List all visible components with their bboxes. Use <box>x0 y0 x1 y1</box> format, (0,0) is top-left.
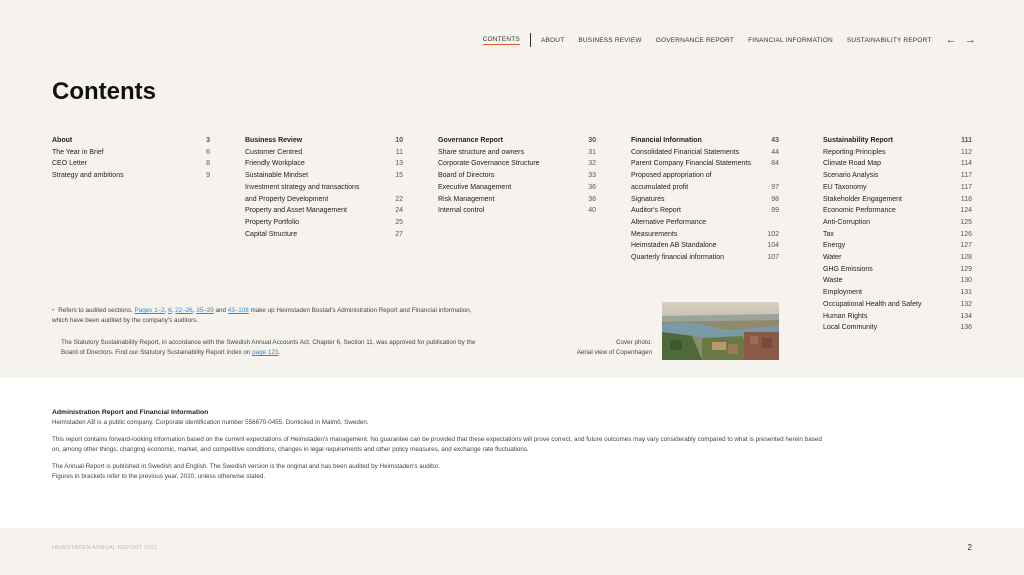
orange-bullet-icon: • <box>52 307 55 314</box>
toc-entry-label: Investment strategy and transactions <box>245 183 360 191</box>
admin-company-info: Heimstaden AB is a public company. Corporate identification number 556670-0455. Domiciled in Malmö, Sweden. <box>52 418 369 426</box>
footer-report-name: HEIMSTADEN ANNUAL REPORT 2021 <box>52 545 158 551</box>
toc-entry-page: 126 <box>960 230 972 238</box>
page-number: 2 <box>967 543 972 552</box>
toc-entry[interactable] <box>245 147 403 159</box>
toc-entry-label: Internal control <box>438 207 485 215</box>
toc-entry[interactable] <box>631 252 779 264</box>
next-page-arrow-icon[interactable]: → <box>964 33 976 46</box>
toc-entry[interactable] <box>823 240 972 252</box>
toc-entry-label: CEO Letter <box>52 160 88 168</box>
toc-entry-page: 99 <box>771 207 779 215</box>
toc-entry-page: 8 <box>206 160 210 168</box>
cover-photo-caption: Cover photo: Aerial view of Copenhagen <box>576 339 652 356</box>
toc-column-about <box>52 135 210 182</box>
toc-entry[interactable] <box>438 147 596 159</box>
toc-entry[interactable] <box>823 264 972 276</box>
toc-entry-page: 31 <box>588 148 596 156</box>
pages-link[interactable]: Pages 1–2 <box>134 307 165 314</box>
toc-entry[interactable] <box>631 205 779 217</box>
toc-entry[interactable] <box>823 287 972 299</box>
toc-entry-page: 43 <box>771 137 779 144</box>
toc-entry-page: 6 <box>206 148 210 156</box>
admin-forward-looking: This report contains forward-looking information based on the current expectations of Heimstaden's management. No guarantee can be provided that these expectations will prove correct, and future outcomes may vary considerably compared to what is presented herein based on, among other things, changing economic, market, and competitive conditions, changes in legal requirements and other policy measures, and exchange rate fluctuations. <box>52 436 822 453</box>
toc-entry-label: Friendly Workplace <box>245 160 305 168</box>
toc-entry-label: Parent Company Financial Statements <box>631 160 751 168</box>
toc-entry-page: 111 <box>961 137 972 144</box>
toc-entry[interactable] <box>631 170 779 182</box>
toc-entry-page: 24 <box>395 207 403 215</box>
toc-entry-page: 131 <box>960 289 972 297</box>
toc-entry[interactable] <box>438 182 596 194</box>
toc-entry-page: 129 <box>960 265 972 273</box>
toc-entry-page: 125 <box>960 218 972 226</box>
toc-entry-page: 10 <box>395 137 403 144</box>
toc-entry-page: 3 <box>206 137 210 144</box>
toc-entry-label: Consolidated Financial Statements <box>631 148 740 156</box>
toc-entry-page: 27 <box>395 230 403 238</box>
toc-entry-label: Auditor's Report <box>631 207 681 215</box>
toc-entry-label: Employment <box>823 289 862 297</box>
toc-column-sustainability-report <box>823 135 972 334</box>
toc-entry-label: Signatures <box>631 195 665 203</box>
toc-entry[interactable] <box>631 240 779 252</box>
toc-entry-page: 104 <box>767 242 779 250</box>
toc-entry-label: Sustainability Report <box>823 137 894 144</box>
nav-financial-information[interactable]: FINANCIAL INFORMATION <box>748 36 833 44</box>
toc-entry-label: Economic Performance <box>823 207 896 215</box>
toc-entry-page: 136 <box>960 324 972 332</box>
toc-entry-label: Heimstaden AB Standalone <box>631 242 717 250</box>
pages-link[interactable]: 35–39 <box>196 307 214 314</box>
toc-entry-page: 132 <box>960 300 972 308</box>
toc-entry[interactable] <box>823 217 972 229</box>
toc-entry-label: Property and Asset Management <box>245 207 347 215</box>
toc-entry-page: 32 <box>588 160 596 168</box>
pages-link[interactable]: 6 <box>168 307 172 314</box>
toc-entry[interactable] <box>438 205 596 217</box>
toc-entry-page: 25 <box>395 218 403 226</box>
toc-entry-label: Governance Report <box>438 137 503 144</box>
toc-entry[interactable] <box>631 217 779 229</box>
toc-entry[interactable] <box>245 182 403 194</box>
toc-entry-label: Risk Management <box>438 195 495 203</box>
toc-entry[interactable] <box>438 170 596 182</box>
toc-entry-page: 36 <box>588 183 596 191</box>
toc-entry-label: Financial Information <box>631 137 702 144</box>
sustainability-note: The Statutory Sustainability Report, in accordance with the Swedish Annual Accounts Act, Chapter 6, Section 11, was approved for publication by the Board of Directors. Find our Statutory Sustainability Report index on page 123. <box>61 339 476 356</box>
toc-section-heading[interactable] <box>245 135 403 147</box>
toc-entry-label: GHG Emissions <box>823 265 873 273</box>
toc-entry-label: Alternative Performance <box>631 218 707 226</box>
admin-title: Administration Report and Financial Information <box>52 409 209 416</box>
nav-governance-report[interactable]: GOVERNANCE REPORT <box>655 36 735 44</box>
toc-entry-page: 33 <box>588 172 596 180</box>
toc-entry-page: 114 <box>960 160 972 168</box>
toc-section-heading[interactable] <box>438 135 596 147</box>
toc-entry-label: Business Review <box>245 137 303 144</box>
toc-entry[interactable] <box>823 311 972 323</box>
page-123-link[interactable]: page 123 <box>252 349 279 356</box>
toc-entry-page: 117 <box>960 183 972 191</box>
toc-entry-label: EU Taxonomy <box>823 183 867 191</box>
toc-entry-page: 118 <box>960 195 972 203</box>
toc-entry[interactable] <box>823 182 972 194</box>
toc-section-heading[interactable] <box>52 135 210 147</box>
toc-entry-label: Proposed appropriation of <box>631 172 712 180</box>
toc-entry-page: 11 <box>395 148 403 156</box>
toc-entry[interactable] <box>823 205 972 217</box>
toc-column-financial-information <box>631 135 779 264</box>
toc-entry[interactable] <box>245 170 403 182</box>
toc-entry[interactable] <box>631 229 779 241</box>
toc-entry[interactable] <box>245 205 403 217</box>
pages-link[interactable]: 22–26 <box>175 307 193 314</box>
toc-entry-page: 117 <box>960 172 972 180</box>
administration-report-block <box>52 408 832 489</box>
nav-sustainability-report[interactable]: SUSTAINABILITY REPORT <box>846 36 932 44</box>
nav-about[interactable]: ABOUT <box>540 36 565 44</box>
toc-entry-page: 40 <box>588 207 596 215</box>
toc-entry[interactable] <box>823 229 972 241</box>
top-navigation <box>483 33 976 47</box>
toc-entry-page: 98 <box>771 195 779 203</box>
footer-section <box>0 528 1024 575</box>
toc-entry[interactable] <box>823 158 972 170</box>
toc-section-heading[interactable] <box>631 135 779 147</box>
toc-section-heading[interactable] <box>823 135 972 147</box>
toc-entry-label: Corporate Governance Structure <box>438 160 540 168</box>
toc-entry-page: 134 <box>960 312 972 320</box>
toc-entry-page: 124 <box>960 207 972 215</box>
toc-entry[interactable] <box>823 147 972 159</box>
toc-entry-page: 130 <box>960 277 972 285</box>
toc-entry-page: 44 <box>771 148 779 156</box>
toc-entry[interactable] <box>823 170 972 182</box>
toc-entry-label: Strategy and ambitions <box>52 172 124 180</box>
toc-entry-page: 15 <box>395 172 403 180</box>
toc-entry-label: accumulated profit <box>631 183 689 191</box>
toc-entry-label: Stakeholder Engagement <box>823 195 902 203</box>
nav-divider <box>530 33 531 47</box>
prev-page-arrow-icon[interactable]: ← <box>945 33 957 46</box>
toc-entry[interactable] <box>823 252 972 264</box>
toc-entry-label: Executive Management <box>438 183 512 191</box>
toc-entry-label: and Property Development <box>245 195 329 203</box>
toc-entry-page: 102 <box>767 230 779 238</box>
toc-column-business-review <box>245 135 403 240</box>
toc-entry-label: Reporting Principles <box>823 148 886 156</box>
page-title: Contents <box>52 78 156 105</box>
toc-entry[interactable] <box>438 158 596 170</box>
toc-entry-label: Local Community <box>823 324 878 332</box>
toc-entry[interactable] <box>631 182 779 194</box>
toc-entry[interactable] <box>52 158 210 170</box>
toc-entry[interactable] <box>823 194 972 206</box>
toc-entry-label: Tax <box>823 230 834 238</box>
toc-entry-page: 107 <box>767 254 779 262</box>
toc-entry-label: Share structure and owners <box>438 148 524 156</box>
toc-entry[interactable] <box>631 147 779 159</box>
toc-entry-label: Board of Directors <box>438 172 495 180</box>
toc-entry-page: 84 <box>771 160 779 168</box>
nav-contents[interactable]: CONTENTS <box>482 35 520 43</box>
admin-figures-note: Figures in brackets refer to the previous year, 2020, unless otherwise stated. <box>52 472 266 480</box>
toc-entry[interactable] <box>823 322 972 334</box>
admin-language-note: The Annual Report is published in Swedish and English. The Swedish version is the original and has been audited by Heimstaden's auditor. <box>52 463 440 470</box>
toc-entry-page: 127 <box>960 242 972 250</box>
toc-entry[interactable] <box>52 170 210 182</box>
toc-entry-label: Energy <box>823 242 846 250</box>
pages-link[interactable]: 43–108 <box>227 307 249 314</box>
toc-entry[interactable] <box>245 158 403 170</box>
toc-entry-label: Customer Centred <box>245 148 303 156</box>
toc-entry-page: 112 <box>960 148 972 156</box>
toc-entry[interactable] <box>245 194 403 206</box>
toc-entry-page: 30 <box>588 137 596 144</box>
nav-business-review[interactable]: BUSINESS REVIEW <box>578 36 642 44</box>
toc-entry-label: Capital Structure <box>245 230 298 238</box>
toc-entry[interactable] <box>245 229 403 241</box>
toc-entry-label: Sustainable Mindset <box>245 172 309 180</box>
toc-entry-label: Occupational Health and Safety <box>823 300 922 308</box>
toc-entry[interactable] <box>245 217 403 229</box>
toc-entry[interactable] <box>438 194 596 206</box>
toc-entry-label: Human Rights <box>823 312 868 320</box>
toc-entry[interactable] <box>631 194 779 206</box>
toc-entry-page: 22 <box>395 195 403 203</box>
toc-entry-label: Climate Road Map <box>823 160 881 168</box>
toc-entry-page: 38 <box>588 195 596 203</box>
toc-entry-label: Anti-Corruption <box>823 218 871 226</box>
toc-entry-label: About <box>52 137 73 144</box>
toc-entry[interactable] <box>823 299 972 311</box>
audit-note: • Refers to audited sections. Pages 1–2, 6, 22–26, 35–39 and 43–108 make up Heimstaden Bostad's Administration Report and Financial information, which have been audited by the company's auditors. <box>52 307 472 324</box>
toc-entry-page: 9 <box>206 172 210 180</box>
toc-entry-label: Scenario Analysis <box>823 172 879 180</box>
cover-photo-copenhagen <box>662 302 779 360</box>
toc-entry-page: 13 <box>395 160 403 168</box>
toc-entry-label: Measurements <box>631 230 678 238</box>
toc-column-governance-report <box>438 135 596 217</box>
toc-entry-label: Waste <box>823 277 843 285</box>
toc-entry-label: Water <box>823 254 842 262</box>
toc-entry[interactable] <box>631 158 779 170</box>
toc-entry-page: 97 <box>771 183 779 191</box>
toc-entry-label: Property Portfolio <box>245 218 300 226</box>
toc-entry-page: 128 <box>960 254 972 262</box>
toc-entry-label: Quarterly financial information <box>631 254 724 262</box>
toc-entry[interactable] <box>823 275 972 287</box>
toc-entry-label: The Year in Brief <box>52 148 104 156</box>
toc-entry[interactable] <box>52 147 210 159</box>
